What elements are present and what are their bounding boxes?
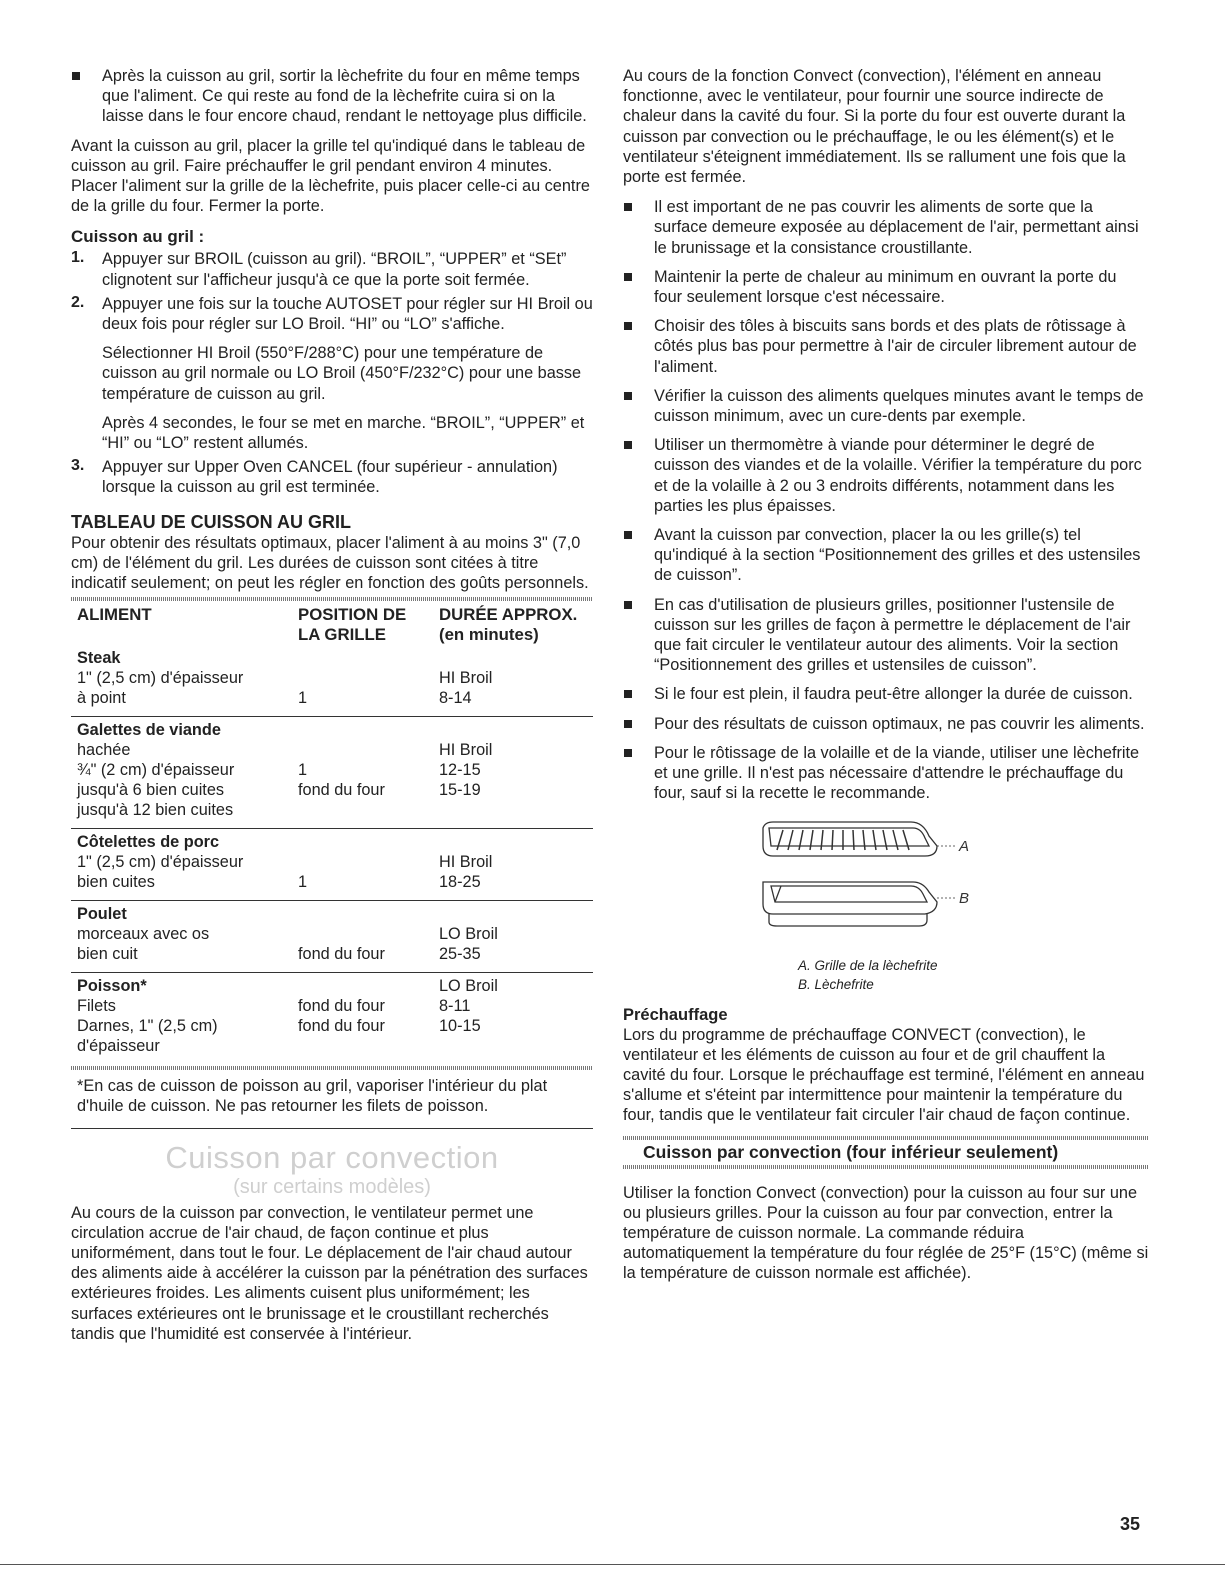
table-cell	[71, 645, 298, 717]
label-a: A	[959, 837, 970, 855]
bullet-text: Maintenir la perte de chaleur au minimum en ouvrant la porte du four seulement lorsque c'est nécessaire.	[654, 267, 1117, 307]
label-b: B	[959, 889, 970, 907]
duration-value: LO Broil	[439, 925, 498, 944]
bullet-item	[623, 316, 1149, 377]
bullet-text: En cas d'utilisation de plusieurs grilles, positionner l'ustensile de cuisson sur les grilles de façon à permettre le déplacement de l'air que fait circuler le ventilateur autour des aliments. Voir la section “Positionnement des grilles et ustensiles de cuisson”.	[654, 595, 1131, 675]
table-group	[71, 973, 593, 1065]
bullet-text: Pour le rôtissage de la volaille et de la viande, utiliser une lèchefrite et une grille. Il n'est pas nécessaire d'attendre le préchauffage du four, sauf si la recette le recommande.	[654, 743, 1140, 803]
duration-value: 10-15	[439, 1017, 481, 1036]
bullet-square-icon	[624, 392, 632, 400]
bullet-item	[623, 197, 1149, 258]
tips-list	[623, 197, 1149, 803]
bullet-square-icon	[624, 531, 632, 539]
bullet-text: Choisir des tôles à biscuits sans bords et des plats de rôtissage à côtés plus bas pour permettre à l'air de circuler librement autour de l'aliment.	[654, 317, 1137, 376]
broiler-pan-figure	[623, 816, 1149, 956]
bullet-item	[623, 267, 1149, 307]
food-detail: 1" (2,5 cm) d'épaisseur	[77, 669, 244, 688]
convection-section-title: Cuisson par convection	[165, 1139, 499, 1175]
step-text: Après 4 secondes, le four se met en marche. “BROIL”, “UPPER” et “HI” ou “LO” restent allumés.	[102, 413, 585, 453]
bullet-text: Si le four est plein, il faudra peut-être allonger la durée de cuisson.	[654, 685, 1133, 704]
bullet-text: Utiliser un thermomètre à viande pour déterminer le degré de cuisson des viandes et de la volaille. Vérifier la température du porc et de la volaille à 2 ou 3 endroits différents, notamment dans les parties les plus épaisses.	[654, 436, 1142, 515]
duration-value: 8-11	[439, 997, 471, 1016]
table-cell	[298, 645, 439, 717]
bottom-rule	[0, 1564, 1225, 1565]
table-cell	[439, 645, 593, 717]
bullet-item	[623, 714, 1149, 734]
step-text: Appuyer une fois sur la touche AUTOSET pour régler sur HI Broil ou deux fois pour régler sur LO Broil. “HI” ou “LO” s'affiche.	[102, 294, 593, 334]
bullet-square-icon	[624, 441, 632, 449]
bullet-square-icon	[624, 720, 632, 728]
food-detail: à point	[77, 689, 126, 708]
col-header-duree: DURÉE APPROX. (en minutes)	[439, 605, 578, 645]
steps-list	[71, 249, 593, 497]
bullet-item	[623, 595, 1149, 676]
convection-section-subtitle: (sur certains modèles)	[233, 1175, 431, 1198]
table-cell	[298, 901, 439, 973]
table-cell	[439, 901, 593, 973]
rack-position	[298, 852, 439, 872]
bullet-item	[623, 386, 1149, 426]
food-detail: jusqu'à 6 bien cuites	[77, 781, 225, 800]
food-title: Poulet	[77, 905, 127, 924]
bullet-square-icon	[624, 322, 632, 330]
prechauffage-paragraph: Lors du programme de préchauffage CONVECT (convection), le ventilateur et les éléments de cuisson au four et de gril chauffent la cavité du four. Lorsque le préchauffage est terminé, l'élément en anneau s'allume et s'éteint par intermittence pour maintenir la température du four, tandis que le ventilateur fait circuler l'air chaud de façon continue.	[623, 1025, 1145, 1125]
table-cell	[71, 973, 298, 1065]
bullet-text: Il est important de ne pas couvrir les aliments de sorte que la surface demeure exposée au déplacement de l'air, permettant ainsi le brunissage et la consistance croustillante.	[654, 198, 1139, 257]
food-title: Poisson*	[77, 977, 147, 996]
rule	[71, 1127, 593, 1129]
table-cell	[71, 829, 298, 901]
figure-caption-a: A. Grille de la lèchefrite	[798, 957, 938, 973]
convect-intro-paragraph: Au cours de la fonction Convect (convection), l'élément en anneau fonctionne, avec le ventilateur, pour fournir une source indirecte de chaleur dans la cavité du four. Si la porte du four est ouverte durant la cuisson par convection ou le préchauffage, le ou les élément(s) et le ventilateur s'éteignent immédiatement. Ils se rallument une fois que la porte est fermée.	[623, 67, 1126, 187]
bullet-square-icon	[72, 72, 80, 80]
table-group	[71, 645, 593, 717]
bullet-square-icon	[624, 273, 632, 281]
food-detail: 1" (2,5 cm) d'épaisseur	[77, 853, 244, 872]
table-group	[71, 829, 593, 901]
bullet-text: Avant la cuisson par convection, placer la ou les grille(s) tel qu'indiqué à la section “Positionnement des grilles et des ustensiles de cuisson”.	[654, 526, 1141, 585]
duration-value: LO Broil	[439, 977, 498, 996]
convection-paragraph: Au cours de la cuisson par convection, le ventilateur permet une circulation accrue de l'air chaud, de façon continue et plus uniformément, dans tout le four. Le déplacement de l'air chaud autour des aliments aide à accélérer la cuisson par la pénétration des surfaces extérieures froides. Les aliments cuisent plus uniformément; les surfaces extérieures ont le brunissage et le croustillant recherchés tandis que l'humidité est conservée à l'intérieur.	[71, 1203, 588, 1343]
dotted-rule	[71, 597, 593, 601]
table-cell	[439, 717, 593, 829]
rack-position: 1	[298, 873, 308, 892]
step-number: 3.	[71, 457, 85, 475]
rack-position: 1	[298, 761, 308, 780]
bullet-square-icon	[624, 203, 632, 211]
food-detail: Filets	[77, 997, 116, 1016]
step-item	[71, 457, 593, 497]
bullet-text: Pour des résultats de cuisson optimaux, ne pas couvrir les aliments.	[654, 714, 1145, 733]
page-number: 35	[1120, 1514, 1141, 1534]
bullet-item	[623, 525, 1149, 586]
food-detail: bien cuites	[77, 873, 155, 892]
table-cell	[439, 829, 593, 901]
figure-caption-b: B. Lèchefrite	[798, 976, 874, 992]
table-cell	[298, 829, 439, 901]
bullet-square-icon	[624, 749, 632, 757]
rack-position: fond du four	[298, 997, 385, 1016]
rack-position	[298, 1036, 439, 1056]
col-header-aliment: ALIMENT	[77, 605, 152, 625]
food-detail: Darnes, 1" (2,5 cm)	[77, 1017, 218, 1036]
rack-position: fond du four	[298, 781, 385, 800]
food-title: Côtelettes de porc	[77, 833, 220, 852]
table-cell	[439, 973, 593, 1065]
duration-value: 25-35	[439, 945, 481, 964]
step-text: Sélectionner HI Broil (550°F/288°C) pour une température de cuisson au gril normale ou LO Broil (450°F/232°C) pour une basse température de cuisson au gril.	[102, 344, 582, 403]
food-title: Galettes de viande	[77, 721, 221, 740]
step-number: 1.	[71, 249, 85, 267]
table-heading: TABLEAU DE CUISSON AU GRIL	[71, 511, 352, 532]
rack-position	[298, 800, 439, 820]
section-heading: Cuisson au gril :	[71, 227, 205, 247]
table-cell	[71, 717, 298, 829]
broil-table	[71, 605, 593, 1064]
step-item	[71, 249, 593, 289]
step-item	[71, 294, 593, 453]
convection-lower-paragraph: Utiliser la fonction Convect (convection) pour la cuisson au four sur une ou plusieurs grilles. Pour la cuisson au four par convection, entrer la température de cuisson normale. La commande réduira automatiquement la température du four réglée de 25°F (15°C) (même si la température de cuisson normale est affichée).	[623, 1183, 1149, 1283]
duration-value: 12-15	[439, 761, 481, 780]
rack-position	[298, 668, 439, 688]
food-detail: morceaux avec os	[77, 925, 210, 944]
food-detail: d'épaisseur	[77, 1037, 160, 1056]
duration-value	[439, 1036, 593, 1056]
duration-value: 18-25	[439, 873, 481, 892]
food-detail: bien cuit	[77, 945, 138, 964]
rack-position: 1	[298, 689, 308, 708]
step-number: 2.	[71, 293, 85, 311]
table-footnote: *En cas de cuisson de poisson au gril, vaporiser l'intérieur du plat d'huile de cuisson. Ne pas retourner les filets de poisson.	[77, 1077, 548, 1116]
right-column	[623, 66, 1149, 1284]
bullet-text: Après la cuisson au gril, sortir la lèchefrite du four en même temps que l'aliment. Ce qui reste au fond de la lèchefrite cuira si on la laisse dans le four encore chaud, rendant le nettoyage plus difficile.	[102, 67, 587, 126]
intro-paragraph: Avant la cuisson au gril, placer la grille tel qu'indiqué dans le tableau de cuisson au gril. Faire préchauffer le gril pendant environ 4 minutes. Placer l'aliment sur la grille de la lèchefrite, puis placer celle-ci au centre de la grille du four. Fermer la porte.	[71, 136, 590, 216]
table-group	[71, 717, 593, 829]
table-group	[71, 901, 593, 973]
table-cell	[298, 717, 439, 829]
bullet-item	[623, 743, 1149, 804]
bullet-square-icon	[624, 601, 632, 609]
food-title: Steak	[77, 649, 121, 668]
rack-position: fond du four	[298, 1017, 385, 1036]
food-detail: hachée	[77, 741, 131, 760]
table-intro: Pour obtenir des résultats optimaux, placer l'aliment à au moins 3" (7,0 cm) de l'élément du gril. Les durées de cuisson sont citées à titre indicatif seulement; on peut les régler en fonction des goûts personnels.	[71, 533, 589, 593]
duration-value: HI Broil	[439, 853, 493, 872]
bullet-item	[623, 435, 1149, 516]
duration-value: HI Broil	[439, 669, 493, 688]
broiler-pan-illustration	[623, 816, 1149, 956]
duration-value: HI Broil	[439, 741, 493, 760]
duration-value: 8-14	[439, 689, 472, 708]
food-detail: ¾" (2 cm) d'épaisseur	[77, 761, 235, 780]
left-column	[71, 66, 593, 1344]
table-header-row	[71, 605, 593, 645]
duration-value: 15-19	[439, 781, 481, 800]
step-text: Appuyer sur Upper Oven CANCEL (four supérieur - annulation) lorsque la cuisson au gril est terminée.	[102, 458, 558, 497]
bullet-square-icon	[624, 690, 632, 698]
rack-position	[298, 924, 439, 944]
bullet-item	[623, 684, 1149, 704]
dotted-rule	[71, 1066, 593, 1070]
rack-position: fond du four	[298, 945, 385, 964]
col-header-position: POSITION DE LA GRILLE	[298, 605, 407, 645]
duration-value	[439, 800, 593, 820]
food-detail: jusqu'à 12 bien cuites	[77, 801, 234, 820]
table-cell	[298, 973, 439, 1065]
step-text: Appuyer sur BROIL (cuisson au gril). “BROIL”, “UPPER” et “SEt” clignotent sur l'afficheur jusqu'à ce que la porte soit fermée.	[102, 250, 567, 289]
convection-bar-title: Cuisson par convection (four inférieur seulement)	[623, 1136, 1149, 1169]
bullet-item	[71, 66, 593, 127]
table-cell	[71, 901, 298, 973]
prechauffage-heading: Préchauffage	[623, 1005, 728, 1024]
rack-position	[298, 740, 439, 760]
bullet-text: Vérifier la cuisson des aliments quelques minutes avant le temps de cuisson minimum, avec un cure-dents par exemple.	[654, 386, 1144, 426]
